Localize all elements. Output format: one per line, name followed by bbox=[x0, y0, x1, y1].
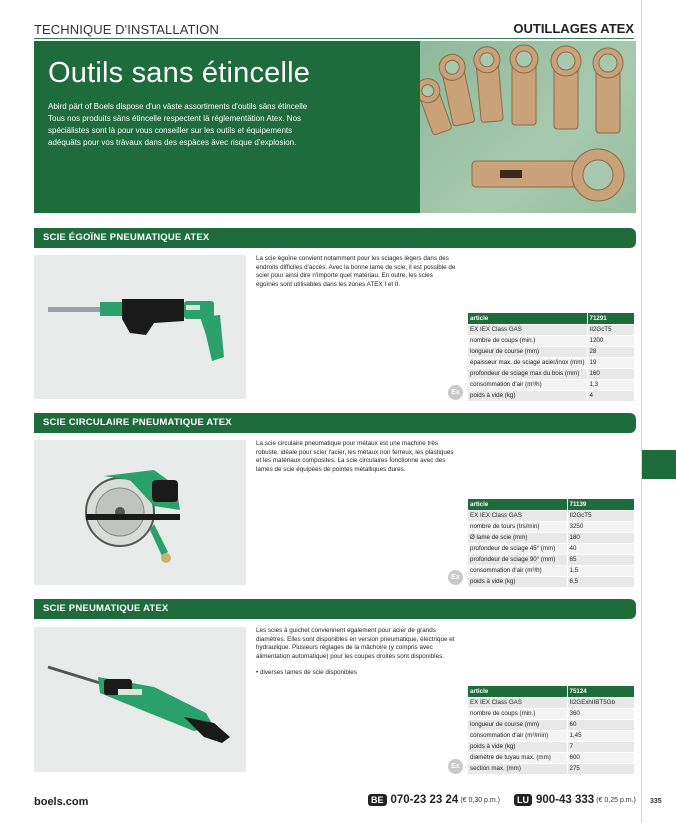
spec-label: poids à vide (kg) bbox=[468, 390, 587, 401]
spec-value: II2GcT5 bbox=[567, 510, 634, 521]
spec-row bbox=[468, 554, 634, 565]
spec-table bbox=[468, 499, 634, 588]
page-number: 335 bbox=[650, 798, 662, 805]
hero-intro: Abird pärt of Boels dispose d'un väste assortiments d'outils säns étincelle Tous nos produits säns étincelle respectent lä réglementätion Atex. Nos spéciälistes sont là pour vous conseiller sur les outils et équipements adéquäts pour vos trävaux dans des espäces ävec risque d'explosion. bbox=[48, 102, 308, 147]
wrench-set-illustration bbox=[420, 41, 636, 213]
article-number: 71291 bbox=[587, 313, 634, 324]
article-number: 75124 bbox=[567, 686, 634, 697]
spec-label: nombre de coups (min.) bbox=[468, 335, 587, 346]
page-edge-rule bbox=[641, 0, 642, 823]
phone-be[interactable]: 070-23 23 24 bbox=[390, 794, 459, 806]
spec-label: diamètre de tuyau max. (mm) bbox=[468, 752, 567, 763]
spec-rows bbox=[468, 499, 634, 587]
spec-row bbox=[468, 346, 634, 357]
reciprocating-saw-illustration bbox=[34, 255, 246, 399]
spec-row bbox=[468, 697, 634, 708]
spec-row bbox=[468, 324, 634, 335]
spec-value: 4 bbox=[587, 390, 634, 401]
spec-row bbox=[468, 510, 634, 521]
spec-value: 1200 bbox=[587, 335, 634, 346]
spec-table bbox=[468, 313, 634, 402]
spec-label: nombre de tours (trs/min) bbox=[468, 521, 567, 532]
product-photo-circulaire bbox=[34, 440, 246, 585]
spec-value: 1,5 bbox=[567, 565, 634, 576]
spec-value: 60 bbox=[567, 719, 634, 730]
hotline-be bbox=[368, 794, 500, 806]
spec-row bbox=[468, 532, 634, 543]
rate-lu: (€ 0,25 p.m.) bbox=[596, 796, 636, 804]
website-link[interactable]: boels.com bbox=[34, 796, 89, 808]
hero-wrench-photo bbox=[420, 41, 636, 213]
spec-row bbox=[468, 335, 634, 346]
bullet-list bbox=[256, 669, 456, 678]
product-description bbox=[256, 440, 456, 474]
bullet-item: • diverses lames de scie disponibles bbox=[256, 669, 456, 678]
spec-value: 1,45 bbox=[567, 730, 634, 741]
product-photo-pneumatique bbox=[34, 627, 246, 772]
article-number: 71139 bbox=[567, 499, 634, 510]
spec-label: EX IEX Class GAS bbox=[468, 324, 587, 335]
country-badge-lu: LU bbox=[514, 794, 532, 806]
spec-row bbox=[468, 543, 634, 554]
spec-row bbox=[468, 521, 634, 532]
spec-value: 7 bbox=[567, 741, 634, 752]
spec-label: nombre de coups (min.) bbox=[468, 708, 567, 719]
spec-header-row bbox=[468, 686, 634, 697]
spec-value: II2GcT5 bbox=[587, 324, 634, 335]
spec-row bbox=[468, 763, 634, 774]
spec-row bbox=[468, 730, 634, 741]
header-divider bbox=[34, 38, 634, 39]
product-description bbox=[256, 255, 456, 289]
spec-rows bbox=[468, 313, 634, 401]
spec-label: longueur de course (mm) bbox=[468, 719, 567, 730]
product-title: SCIE PNEUMATIQUE ATEX bbox=[43, 603, 169, 614]
spec-header-label: article bbox=[468, 686, 567, 697]
chapter-tab bbox=[642, 450, 676, 479]
product-description bbox=[256, 627, 456, 678]
spec-value: 600 bbox=[567, 752, 634, 763]
spec-label: consommation d'air (m³/min) bbox=[468, 730, 567, 741]
spec-header-label: article bbox=[468, 499, 567, 510]
spec-label: poids à vide (kg) bbox=[468, 576, 567, 587]
spec-label: consommation d'air (m³/h) bbox=[468, 565, 567, 576]
spec-row bbox=[468, 379, 634, 390]
spec-label: profondeur de sciage max du bois (mm) bbox=[468, 368, 587, 379]
spec-value: 6,5 bbox=[567, 576, 634, 587]
circular-saw-illustration bbox=[34, 440, 246, 585]
spec-value: 19 bbox=[587, 357, 634, 368]
hero-title: Outils sans étincelle bbox=[48, 57, 311, 89]
product-heading-circulaire bbox=[34, 413, 636, 433]
spec-label: EX IEX Class GAS bbox=[468, 697, 567, 708]
spec-row bbox=[468, 368, 634, 379]
spec-row bbox=[468, 576, 634, 587]
hotline-lu bbox=[514, 794, 636, 806]
spec-value: 1,3 bbox=[587, 379, 634, 390]
spec-row bbox=[468, 708, 634, 719]
spec-label: consommation d'air (m³/h) bbox=[468, 379, 587, 390]
spec-value: II2GExhIIBT5Gb bbox=[567, 697, 634, 708]
category-title: OUTILLAGES ATEX bbox=[513, 21, 634, 36]
spec-rows bbox=[468, 686, 634, 774]
section-label: TECHNIQUE D'INSTALLATION bbox=[34, 22, 219, 37]
spec-label: poids à vide (kg) bbox=[468, 741, 567, 752]
hero-banner bbox=[34, 41, 636, 213]
product-photo-egoine bbox=[34, 255, 246, 399]
spec-table bbox=[468, 686, 634, 775]
spec-row bbox=[468, 565, 634, 576]
spec-value: 28 bbox=[587, 346, 634, 357]
spec-label: section max. (mm) bbox=[468, 763, 567, 774]
pneumatic-saw-illustration bbox=[34, 627, 246, 772]
spec-value: 40 bbox=[567, 543, 634, 554]
spec-row bbox=[468, 741, 634, 752]
spec-header-row bbox=[468, 499, 634, 510]
spec-value: 180 bbox=[567, 532, 634, 543]
spec-label: longueur de course (mm) bbox=[468, 346, 587, 357]
spec-value: 275 bbox=[567, 763, 634, 774]
phone-lu[interactable]: 900-43 333 bbox=[536, 794, 595, 806]
spec-value: 160 bbox=[587, 368, 634, 379]
spec-value: 360 bbox=[567, 708, 634, 719]
description-text: Les scies à guichet conviennent également pour acier de grands diamètres. Elles sont disponibles en version pneumatique, électrique et hydraulique. Plusieurs réglages de la mâchoire (y compris avec alimentation automatique) pour les coupes droites sont disponibles. bbox=[256, 627, 455, 660]
product-title: SCIE CIRCULAIRE PNEUMATIQUE ATEX bbox=[43, 417, 232, 428]
rate-be: (€ 0,30 p.m.) bbox=[460, 796, 500, 804]
spec-label: épaisseur max. de sciage acier/inox (mm) bbox=[468, 357, 587, 368]
product-title: SCIE ÉGOÏNE PNEUMATIQUE ATEX bbox=[43, 232, 210, 243]
atex-badge-icon: Ex bbox=[448, 759, 463, 774]
description-text: La scie égoïne convient notamment pour les sciages légers dans des endroits difficiles d'accès. Avec la bonne lame de scie, il est possible de scier pour ainsi dire n'importe quel matériau. En outre, les scies égoïnes sont utilisables dans les zones ATEX I et II. bbox=[256, 255, 456, 288]
atex-badge-icon: Ex bbox=[448, 385, 463, 400]
atex-badge-icon: Ex bbox=[448, 570, 463, 585]
spec-header-label: article bbox=[468, 313, 587, 324]
product-heading-pneumatique bbox=[34, 599, 636, 619]
country-badge-be: BE bbox=[368, 794, 387, 806]
spec-value: 65 bbox=[567, 554, 634, 565]
spec-label: EX IEX Class GAS bbox=[468, 510, 567, 521]
product-heading-egoine bbox=[34, 228, 636, 248]
spec-label: profondeur de sciage 45° (mm) bbox=[468, 543, 567, 554]
spec-label: Ø lame de scie (mm) bbox=[468, 532, 567, 543]
spec-label: profondeur de sciage 90° (mm) bbox=[468, 554, 567, 565]
spec-header-row bbox=[468, 313, 634, 324]
spec-row bbox=[468, 390, 634, 401]
spec-value: 3250 bbox=[567, 521, 634, 532]
spec-row bbox=[468, 719, 634, 730]
spec-row bbox=[468, 752, 634, 763]
description-text: La scie circulaire pneumatique pour métaux est une machine très robuste, idéale pour scier l'acier, les métaux non ferreux, les plastiques et les matériaux composites. La scie circulaires fonctionne avec des lames de scie équipées de pointes métalliques dures. bbox=[256, 440, 454, 473]
spec-row bbox=[468, 357, 634, 368]
